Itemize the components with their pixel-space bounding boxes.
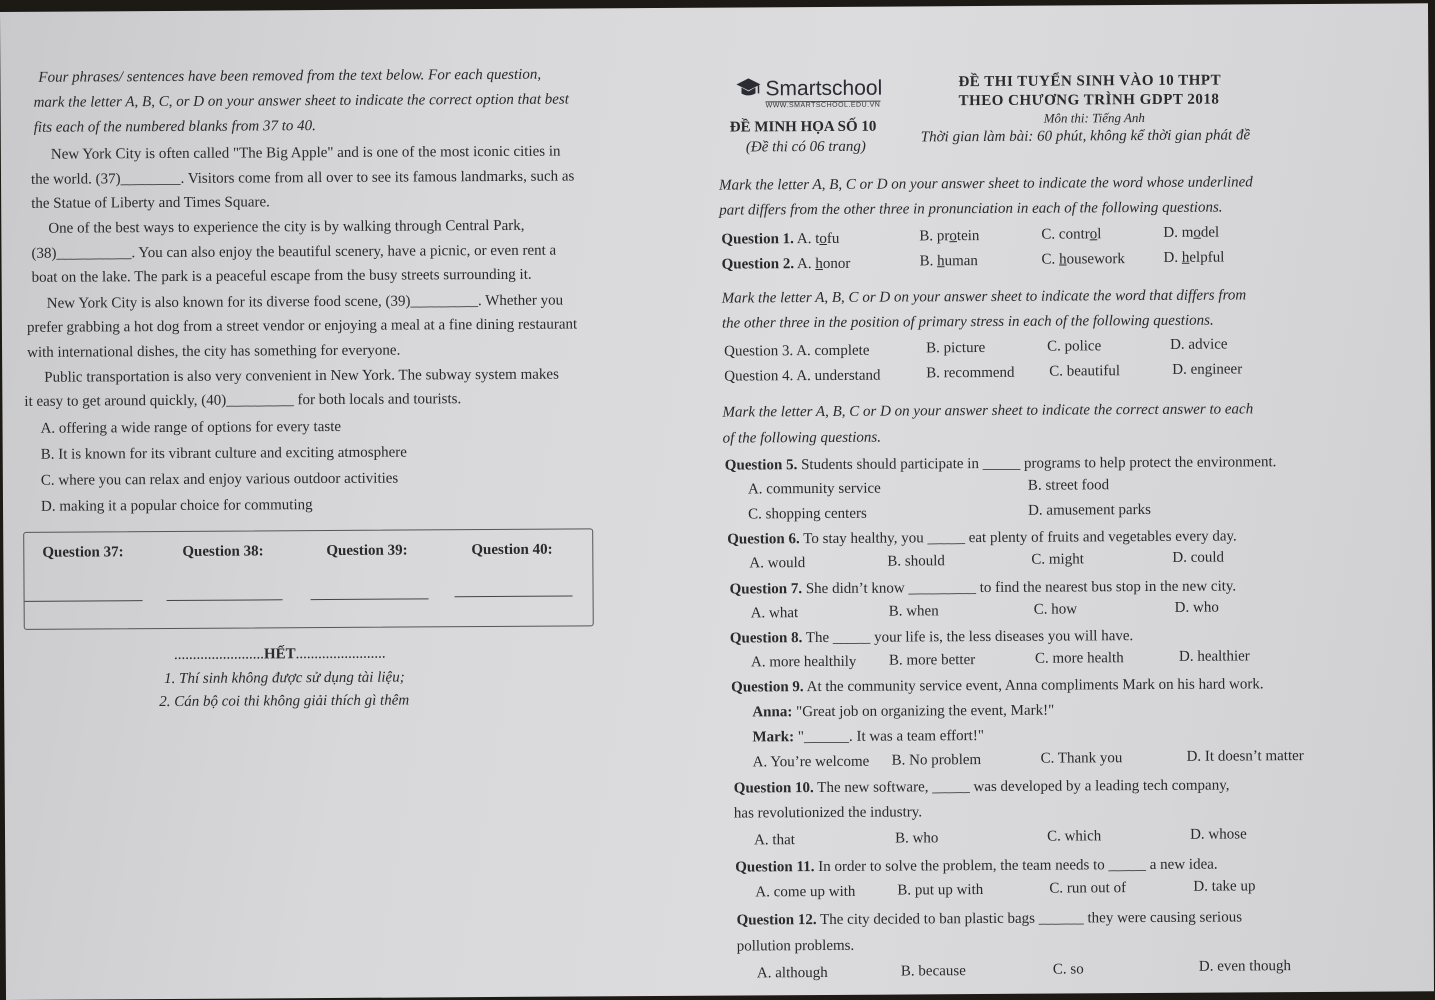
- q3-b: B. picture: [926, 339, 986, 357]
- option-a: A. offering a wide range of options for every taste: [40, 418, 342, 437]
- end-text: HẾT: [263, 646, 296, 663]
- q11-c: C. run out of: [1049, 880, 1127, 897]
- question-5: Question 5. Students should participate in _____ programs to help protect the environment.: [724, 454, 1277, 474]
- q1-a: A. tofu: [796, 230, 840, 248]
- passage-line: Public transportation is also very convenient in New York. The subway system makes: [44, 366, 559, 386]
- q1-b: B. protein: [919, 228, 980, 245]
- note-1: 1. Thí sinh không được sử dụng tài liệu;: [164, 669, 405, 688]
- question-1: [721, 231, 839, 249]
- q7-b: B. when: [888, 603, 939, 620]
- q2-d: D. helpful: [1163, 249, 1225, 266]
- end-marker: [174, 646, 386, 664]
- q10-c: C. which: [1047, 828, 1102, 845]
- q2-a: A. honor: [796, 255, 851, 273]
- q11-a: A. come up with: [755, 883, 856, 901]
- q5-c: C. shopping centers: [748, 505, 867, 523]
- instruction-pronunciation: part differs from the other three in pronunciation in each of the following questions.: [719, 199, 1223, 219]
- q6-b: B. should: [887, 553, 945, 570]
- q5-d: D. amusement parks: [1028, 501, 1152, 519]
- passage-line: (38)__________. You can also enjoy the beautiful scenery, have a picnic, or even rent a: [31, 242, 557, 262]
- end-dots-right: ........................: [295, 645, 386, 663]
- answer-blank-38[interactable]: [167, 599, 283, 601]
- q9-b: B. No problem: [891, 752, 982, 769]
- q2-c: C. housework: [1041, 251, 1125, 268]
- q12-d: D. even though: [1198, 958, 1291, 975]
- title-line-2: THEO CHƯƠNG TRÌNH GDPT 2018: [958, 91, 1220, 110]
- q9-c: C. Thank you: [1040, 750, 1123, 767]
- option-b: B. It is known for its vibrant culture and exciting atmosphere: [40, 444, 407, 463]
- question-10: Question 10. The new software, _____ was developed by a leading tech company,: [733, 777, 1230, 797]
- instruction-pronunciation: Mark the letter A, B, C or D on your answer sheet to indicate the word whose underlined: [719, 174, 1253, 194]
- q3-d: D. advice: [1170, 336, 1228, 353]
- end-dots-left: ........................: [173, 646, 264, 663]
- q1-d: D. model: [1163, 224, 1220, 241]
- q10-d: D. whose: [1189, 826, 1247, 843]
- q10-stem-2: has revolutionized the industry.: [733, 804, 923, 822]
- question-11: Question 11. In order to solve the problem, the team needs to _____ a new idea.: [735, 856, 1218, 876]
- passage-line: New York City is often called "The Big Apple" and is one of the most iconic cities in: [50, 143, 561, 163]
- q9-mark: Mark: "______. It was a team effort!": [752, 728, 984, 746]
- smartschool-logo: [735, 75, 895, 116]
- q12-b: B. because: [900, 963, 966, 980]
- answer-label-40: Question 40:: [471, 541, 553, 559]
- q4-d: D. engineer: [1172, 361, 1243, 378]
- time-limit: Thời gian làm bài: 60 phút, không kể thời gian phát đề: [920, 127, 1251, 146]
- page-count: (Đề thi có 06 trang): [745, 138, 866, 156]
- q6-a: A. would: [749, 555, 806, 572]
- passage-line: the Statue of Liberty and Times Square.: [31, 194, 270, 212]
- instruction-correct: Mark the letter A, B, C or D on your answer sheet to indicate the correct answer to each: [722, 401, 1254, 421]
- q6-c: C. might: [1031, 551, 1084, 568]
- q4-a: Question 4. A. understand: [724, 367, 881, 385]
- intro-line-2: mark the letter A, B, C, or D on your answer sheet to indicate the correct option that best: [33, 91, 569, 111]
- subject: Môn thi: Tiếng Anh: [1043, 110, 1145, 126]
- q7-d: D. who: [1174, 599, 1219, 616]
- q11-d: D. take up: [1193, 878, 1256, 895]
- graduation-cap-icon: [735, 75, 761, 101]
- q9-anna: Anna: "Great job on organizing the event, Mark!": [752, 702, 1055, 721]
- q8-d: D. healthier: [1178, 648, 1250, 665]
- q2-label: Question 2.: [721, 256, 795, 273]
- logo-name: Smartschool: [765, 76, 883, 101]
- q7-a: A. what: [750, 605, 799, 622]
- q5-a: A. community service: [747, 480, 881, 498]
- passage-line: the world. (37)________. Visitors come from all over to see its famous landmarks, such as: [30, 168, 575, 188]
- q3-a: Question 3. A. complete: [724, 342, 870, 360]
- passage-line: it easy to get around quickly, (40)_________ for both locals and tourists.: [24, 391, 462, 410]
- note-2: 2. Cán bộ coi thi không giải thích gì thêm: [159, 692, 410, 711]
- passage-line: One of the best ways to experience the city is by walking through Central Park,: [48, 217, 525, 237]
- q8-a: A. more healthily: [750, 653, 857, 671]
- q8-b: B. more better: [888, 652, 976, 669]
- q11-b: B. put up with: [897, 882, 984, 899]
- question-12: Question 12. The city decided to ban plastic bags ______ they were causing serious: [736, 909, 1243, 929]
- option-c: C. where you can relax and enjoy various outdoor activities: [40, 470, 399, 489]
- q3-c: C. police: [1047, 338, 1102, 355]
- passage-line: boat on the lake. The park is a peaceful escape from the busy streets surrounding it.: [31, 266, 532, 286]
- instruction-stress: Mark the letter A, B, C or D on your answer sheet to indicate the word that differs from: [721, 287, 1247, 307]
- answer-blank-39[interactable]: [311, 598, 429, 600]
- passage-line: prefer grabbing a hot dog from a street vendor or enjoying a meal at a fine dining restaurant: [26, 316, 578, 336]
- question-8: Question 8. The _____ your life is, the less diseases you will have.: [729, 628, 1134, 647]
- q10-a: A. that: [754, 832, 795, 849]
- q12-stem-2: pollution problems.: [736, 937, 855, 955]
- q7-c: C. how: [1033, 601, 1078, 618]
- q9-a: A. You’re welcome: [752, 753, 870, 771]
- q12-a: A. although: [756, 964, 828, 982]
- passage-line: New York City is also known for its diverse food scene, (39)_________. Whether you: [46, 292, 564, 312]
- q10-b: B. who: [895, 830, 939, 847]
- q4-b: B. recommend: [926, 364, 1015, 382]
- answer-blank-40[interactable]: [455, 596, 573, 598]
- answer-label-38: Question 38:: [182, 543, 264, 560]
- q9-d: D. It doesn’t matter: [1186, 748, 1304, 765]
- answer-label-37: Question 37:: [42, 544, 124, 561]
- question-9: Question 9. At the community service event, Anna compliments Mark on his hard work.: [731, 676, 1264, 696]
- answer-label-39: Question 39:: [326, 542, 408, 560]
- question-2: [722, 256, 851, 274]
- q1-c: C. control: [1041, 226, 1102, 243]
- intro-line-1: Four phrases/ sentences have been removed from the text below. For each question,: [38, 66, 542, 86]
- question-7: Question 7. She didn’t know _________ to find the nearest bus stop in the new city.: [729, 578, 1237, 598]
- answer-blank-37[interactable]: [25, 600, 143, 602]
- option-d: D. making it a popular choice for commuting: [40, 497, 313, 515]
- q4-c: C. beautiful: [1049, 363, 1121, 380]
- q5-b: B. street food: [1027, 477, 1110, 494]
- intro-line-3: fits each of the numbered blanks from 37 to 40.: [33, 118, 316, 136]
- q2-b: B. human: [919, 253, 978, 270]
- q1-label: Question 1.: [721, 231, 794, 248]
- q6-d: D. could: [1172, 549, 1225, 566]
- instruction-stress: the other three in the position of primary stress in each of the following questions.: [721, 312, 1214, 332]
- passage-line: with international dishes, the city has something for everyone.: [27, 342, 401, 361]
- exam-paper: [0, 3, 1434, 1000]
- title-line-1: ĐỀ THI TUYỂN SINH VÀO 10 THPT: [958, 72, 1222, 91]
- logo-url: WWW.SMARTSCHOOL.EDU.VN: [765, 101, 881, 110]
- instruction-correct: of the following questions.: [722, 429, 882, 447]
- question-6: Question 6. To stay healthy, you _____ eat plenty of fruits and vegetables every day.: [727, 528, 1237, 548]
- q12-c: C. so: [1052, 961, 1084, 978]
- answer-box: [23, 528, 594, 629]
- exam-code: ĐỀ MINH HỌA SỐ 10: [729, 118, 877, 136]
- q8-c: C. more health: [1034, 650, 1124, 667]
